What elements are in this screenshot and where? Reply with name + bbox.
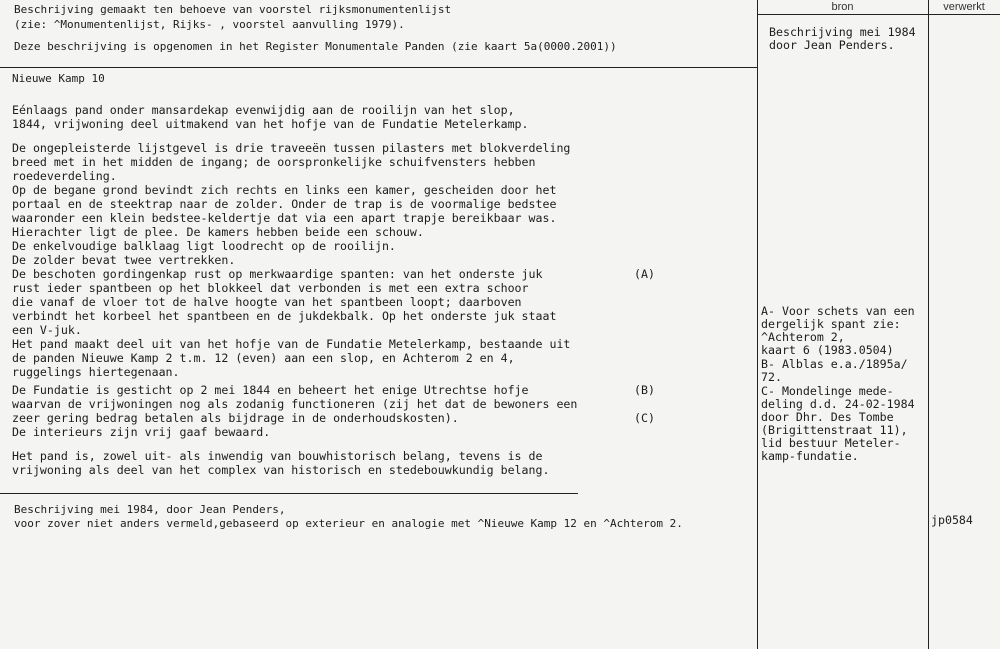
bron-note-line: door Dhr. Des Tombe	[761, 410, 894, 424]
marker-a: (A)	[634, 267, 655, 281]
body-line: De Fundatie is gesticht op 2 mei 1844 en beheert het enige Utrechtse hofje	[12, 383, 529, 397]
body-line: zeer gering bedrag betalen als bijdrage in de onderhoudskosten).	[12, 411, 459, 425]
body-line: portaal en de steektrap naar de zolder. Onder de trap is de voormalige bedstee	[12, 197, 557, 211]
marker-b: (B)	[634, 383, 655, 397]
body-line: die vanaf de vloer tot de halve hoogte van het spantbeen loopt; daarboven	[12, 295, 522, 309]
body-line: De interieurs zijn vrij gaaf bewaard.	[12, 425, 271, 439]
column-divider-left	[757, 0, 758, 649]
body-line: Op de begane grond bevindt zich rechts en links een kamer, gescheiden door het	[12, 183, 557, 197]
body-line: De enkelvoudige balklaag ligt loodrecht op de rooilijn.	[12, 239, 396, 253]
intro-line-2: (zie: ^Monumentenlijst, Rijks- , voorstel aanvulling 1979).	[14, 18, 405, 31]
header-rule	[757, 14, 1000, 15]
bron-line: Beschrijving mei 1984	[769, 25, 916, 39]
marker-c: (C)	[634, 411, 655, 425]
footer-line-2: voor zover niet anders vermeld,gebaseerd op exterieur en analogie met ^Nieuwe Kamp 12 en ^Achterom 2.	[14, 517, 683, 530]
body-line: verbindt het korbeel het spantbeen en de jukdekbalk. Op het onderste juk staat	[12, 309, 557, 323]
verwerkt-code: jp0584	[931, 513, 973, 527]
body-line: De zolder bevat twee vertrekken.	[12, 253, 236, 267]
body-line: de panden Nieuwe Kamp 2 t.m. 12 (even) aan een slop, en Achterom 2 en 4,	[12, 351, 515, 365]
column-divider-right	[928, 0, 929, 649]
body-line: De ongepleisterde lijstgevel is drie traveeën tussen pilasters met blokverdeling	[12, 141, 571, 155]
body-line: 1844, vrijwoning deel uitmakend van het hofje van de Fundatie Metelerkamp.	[12, 117, 529, 131]
bron-note-line: B- Alblas e.a./1895a/	[761, 357, 908, 371]
bron-note-line: lid bestuur Meteler-	[761, 436, 901, 450]
bron-note-line: dergelijk spant zie:	[761, 317, 901, 331]
bron-note-line: A- Voor schets van een	[761, 304, 915, 318]
bron-note-line: kaart 6 (1983.0504)	[761, 343, 894, 357]
body-line: waarvan de vrijwoningen nog als zodanig functioneren (zij het dat de bewoners een	[12, 397, 578, 411]
rule-before-footer	[0, 493, 578, 494]
intro-line-1: Beschrijving gemaakt ten behoeve van voorstel rijksmonumentenlijst	[14, 3, 452, 16]
verwerkt-header: verwerkt	[943, 1, 985, 13]
bron-note-line: kamp-fundatie.	[761, 449, 859, 463]
address-heading: Nieuwe Kamp 10	[12, 72, 105, 85]
bron-note-line: ^Achterom 2,	[761, 330, 845, 344]
body-line: breed met in het midden de ingang; de oorspronkelijke schuifvensters hebben	[12, 155, 536, 169]
footer-line-1: Beschrijving mei 1984, door Jean Penders,	[14, 503, 286, 516]
body-line: Het pand is, zowel uit- als inwendig van bouwhistorisch belang, tevens is de	[12, 449, 543, 463]
bron-note-line: 72.	[761, 370, 782, 384]
bron-note-line: deling d.d. 24-02-1984	[761, 397, 915, 411]
body-line: waaronder een klein bedstee-keldertje dat via een apart trapje bereikbaar was.	[12, 211, 557, 225]
bron-header: bron	[831, 1, 854, 13]
bron-line: door Jean Penders.	[769, 38, 895, 52]
body-line: De beschoten gordingenkap rust op merkwaardige spanten: van het onderste juk	[12, 267, 543, 281]
bron-note-line: C- Mondelinge mede-	[761, 384, 894, 398]
body-line: Het pand maakt deel uit van het hofje van de Fundatie Metelerkamp, bestaande uit	[12, 337, 571, 351]
body-line: een V-juk.	[12, 323, 82, 337]
body-line: Hierachter ligt de plee. De kamers hebben beide een schouw.	[12, 225, 424, 239]
bron-note-line: (Brigittenstraat 11),	[761, 423, 908, 437]
body-line: ruggelings hiertegenaan.	[12, 365, 180, 379]
body-line: rust ieder spantbeen op het blokkeel dat verbonden is met een extra schoor	[12, 281, 529, 295]
rule-after-intro	[0, 67, 757, 68]
intro-line-3: Deze beschrijving is opgenomen in het Register Monumentale Panden (zie kaart 5a(0000.2001))	[14, 40, 617, 53]
body-line: roedeverdeling.	[12, 169, 117, 183]
body-line: vrijwoning als deel van het complex van historisch en stedebouwkundig belang.	[12, 463, 550, 477]
body-line: Eénlaags pand onder mansardekap evenwijdig aan de rooilijn van het slop,	[12, 103, 515, 117]
